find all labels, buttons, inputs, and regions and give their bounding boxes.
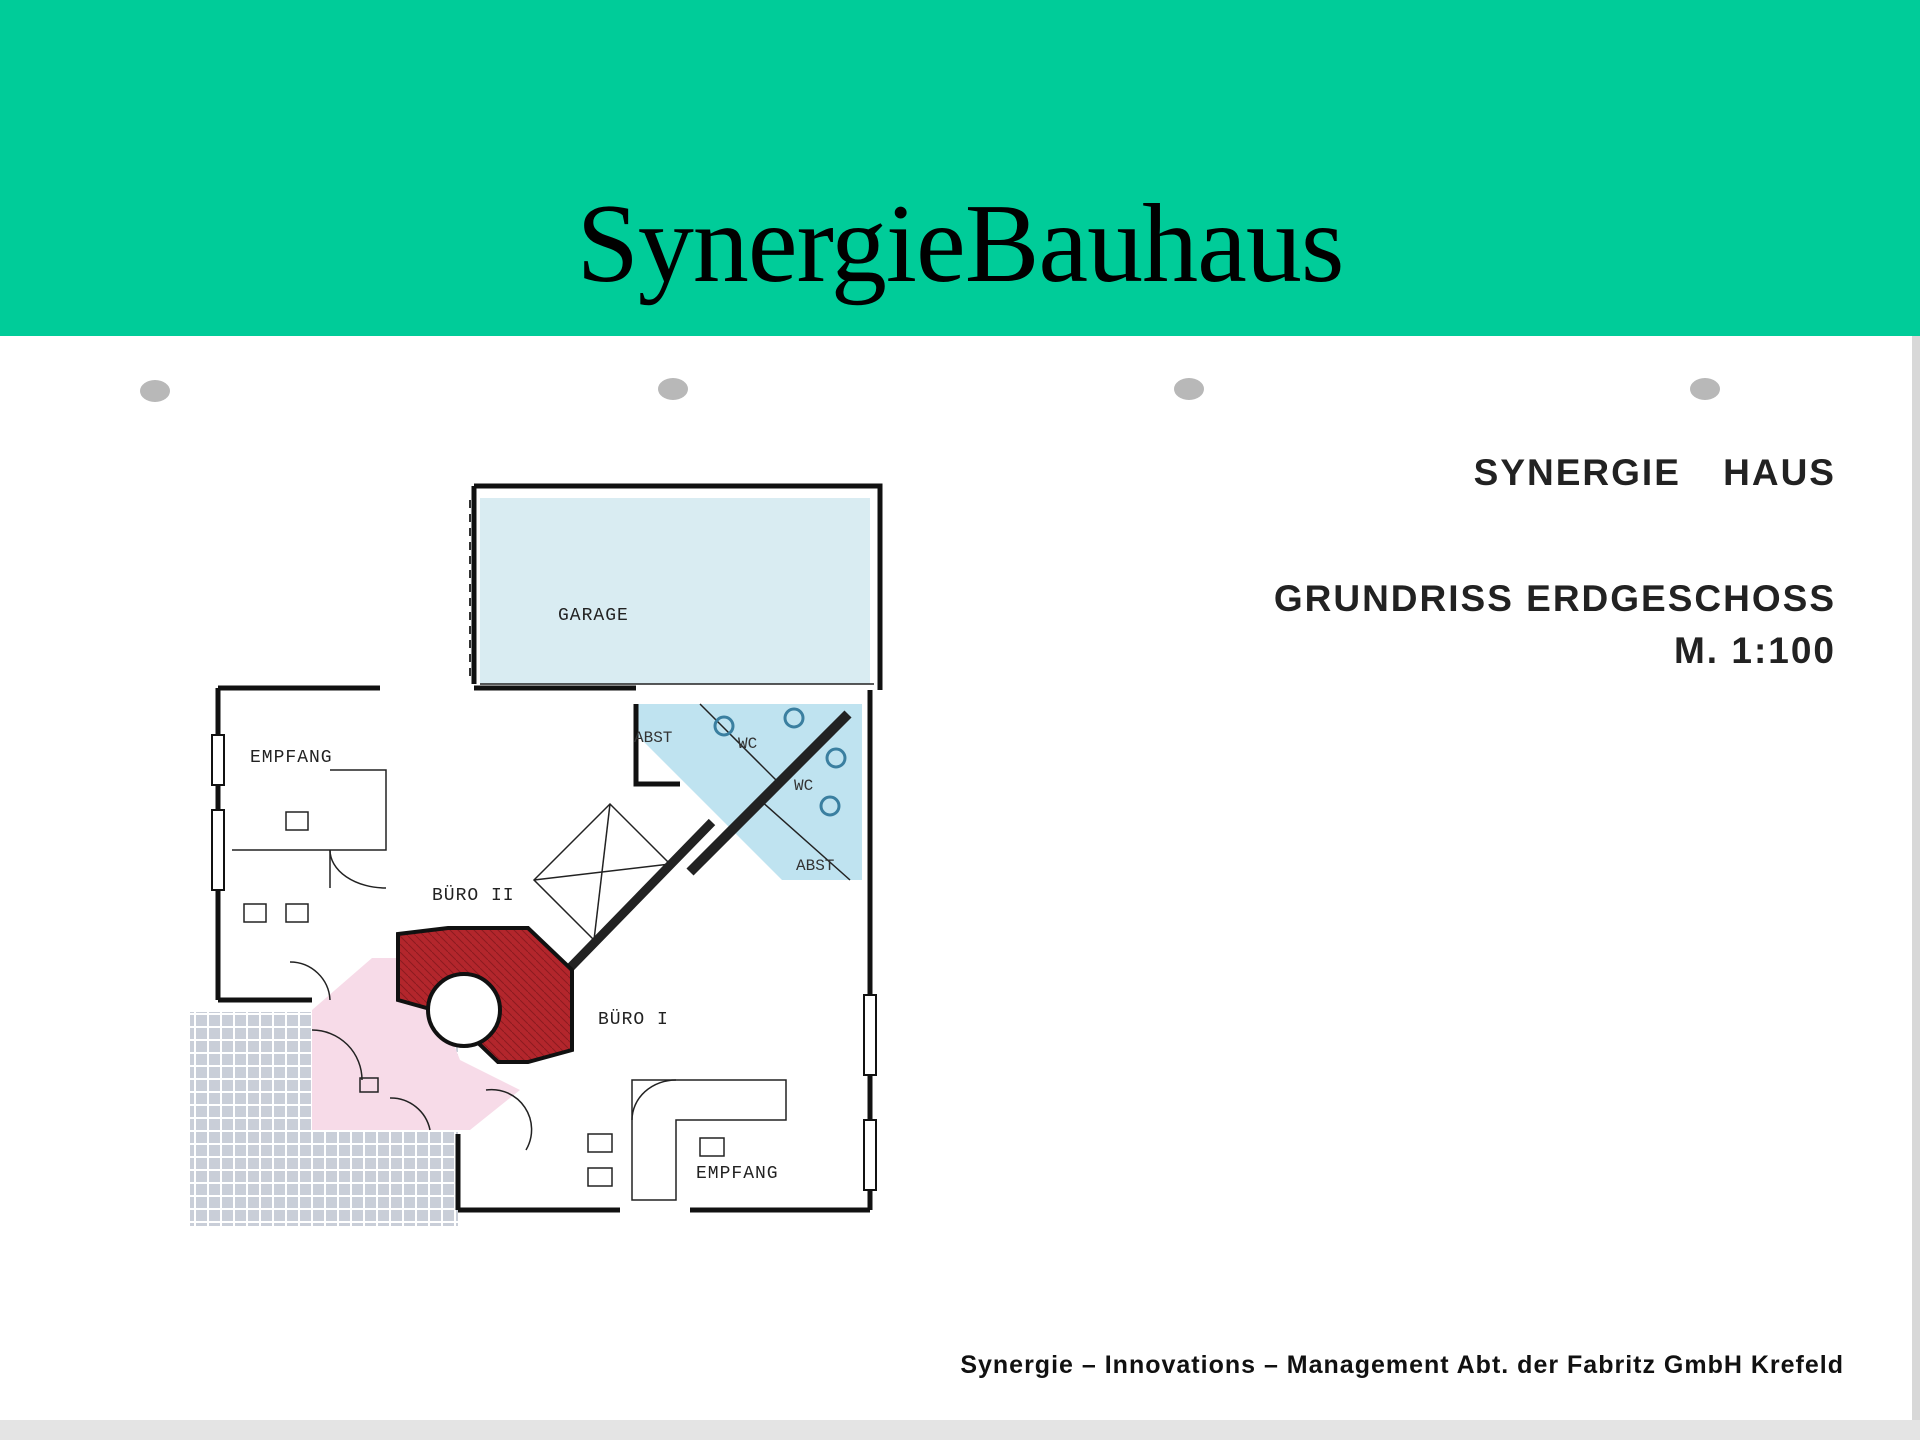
room-label-buero-1: BÜRO I <box>598 1010 669 1030</box>
banner-title: SynergieBauhaus <box>576 182 1344 306</box>
room-label-empfang: EMPFANG <box>250 748 333 768</box>
room-label-wc: WC <box>794 777 814 795</box>
sheet-heading: SYNERGIE HAUS <box>1473 452 1836 493</box>
reception-desk <box>232 770 386 888</box>
room-label-garage: GARAGE <box>558 606 629 626</box>
room-label-empfang: EMPFANG <box>696 1164 779 1184</box>
corridor-wall <box>562 822 712 976</box>
window <box>864 995 876 1075</box>
door-swing <box>290 962 330 1000</box>
window <box>212 810 224 890</box>
room-label-abst: ABST <box>796 857 835 875</box>
room-label-buero-2: BÜRO II <box>432 886 515 906</box>
room-label-abst: ABST <box>634 729 673 747</box>
sheet-footer: Synergie – Innovations – Management Abt. der Fabritz GmbH Krefeld <box>960 1351 1844 1379</box>
stair-core <box>428 974 500 1046</box>
garage-area <box>480 498 870 684</box>
room-label-wc: WC <box>738 735 758 753</box>
window <box>864 1120 876 1190</box>
sheet-subheading: GRUNDRISS ERDGESCHOSS <box>1273 578 1836 619</box>
sheet-scale: M. 1:100 <box>1673 630 1836 671</box>
window <box>212 735 224 785</box>
